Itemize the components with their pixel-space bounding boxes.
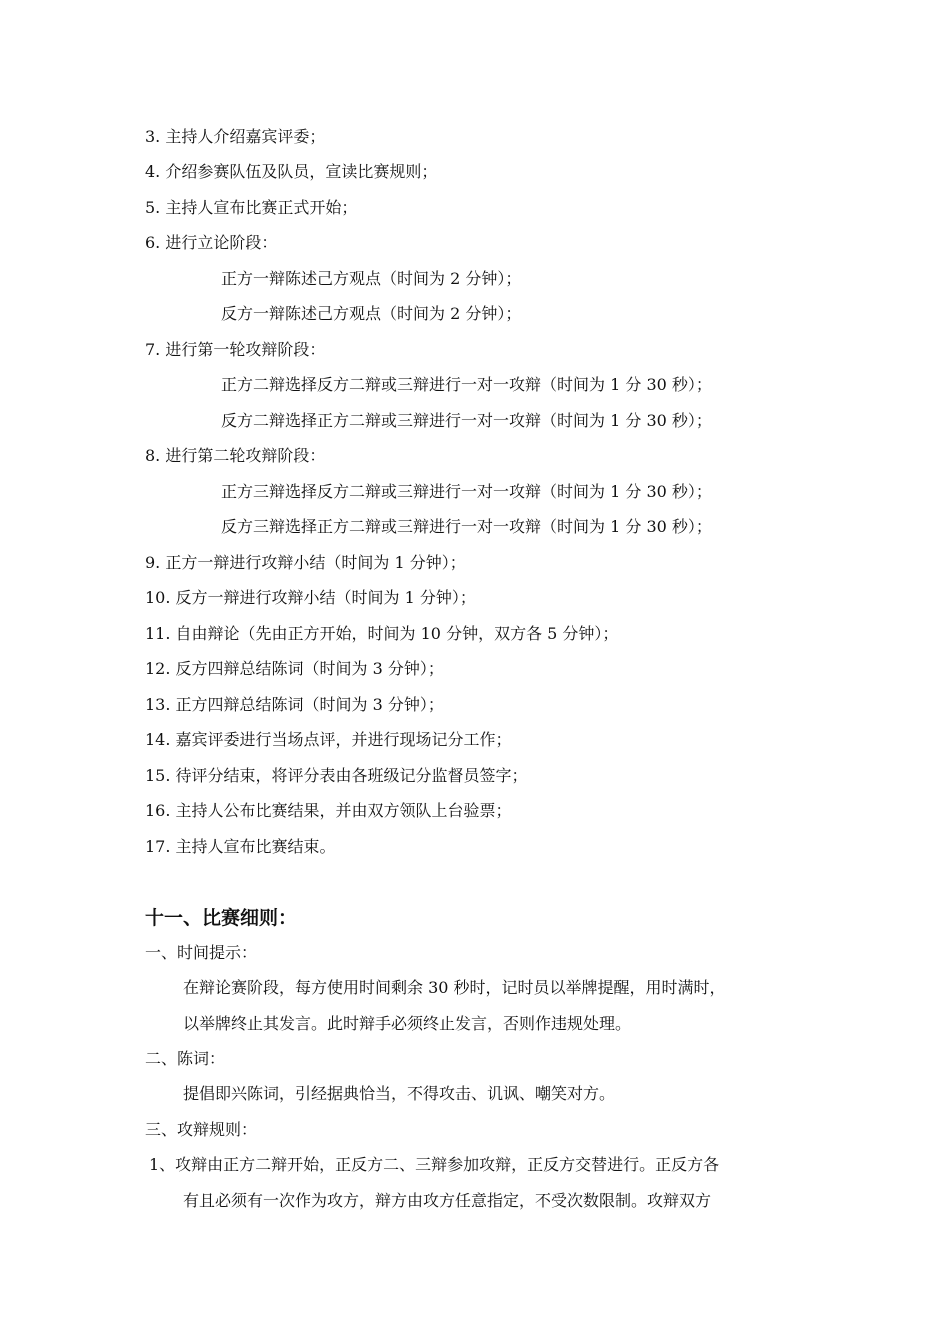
procedure-subitem: 反方二辩选择正方二辩或三辩进行一对一攻辩（时间为 1 分 30 秒）； — [221, 411, 712, 430]
rule-subheading: 三、攻辩规则： — [145, 1120, 258, 1139]
procedure-item: 6. 进行立论阶段： — [145, 233, 278, 252]
procedure-subitem: 正方三辩选择反方二辩或三辩进行一对一攻辩（时间为 1 分 30 秒）； — [221, 482, 712, 501]
procedure-subitem: 反方一辩陈述己方观点（时间为 2 分钟）； — [221, 304, 522, 323]
procedure-item: 7. 进行第一轮攻辩阶段： — [145, 340, 326, 359]
rule-subheading: 二、陈词： — [145, 1049, 226, 1068]
procedure-item: 3. 主持人介绍嘉宾评委； — [145, 127, 326, 146]
procedure-item: 8. 进行第二轮攻辩阶段： — [145, 446, 326, 465]
procedure-item: 11. 自由辩论（先由正方开始，时间为 10 分钟，双方各 5 分钟）； — [145, 624, 619, 643]
procedure-item: 10. 反方一辩进行攻辩小结（时间为 1 分钟）； — [145, 588, 476, 607]
procedure-item: 4. 介绍参赛队伍及队员，宣读比赛规则； — [145, 162, 438, 181]
procedure-subitem: 反方三辩选择正方二辩或三辩进行一对一攻辩（时间为 1 分 30 秒）； — [221, 517, 712, 536]
rule-paragraph-line: 有且必须有一次作为攻方，辩方由攻方任意指定，不受次数限制。攻辩双方 — [183, 1191, 712, 1210]
procedure-item: 15. 待评分结束，将评分表由各班级记分监督员签字； — [145, 766, 528, 785]
procedure-item: 17. 主持人宣布比赛结束。 — [145, 837, 336, 856]
rule-paragraph-line: 以举牌终止其发言。此时辩手必须终止发言，否则作违规处理。 — [183, 1014, 632, 1033]
procedure-item: 5. 主持人宣布比赛正式开始； — [145, 198, 358, 217]
rule-paragraph-line: 提倡即兴陈词，引经据典恰当，不得攻击、讥讽、嘲笑对方。 — [183, 1084, 616, 1103]
procedure-item: 14. 嘉宾评委进行当场点评，并进行现场记分工作； — [145, 730, 512, 749]
section-heading: 十一、比赛细则： — [145, 907, 298, 929]
procedure-subitem: 正方一辩陈述己方观点（时间为 2 分钟）； — [221, 269, 522, 288]
rule-subheading: 一、时间提示： — [145, 943, 258, 962]
rule-paragraph-line: 在辩论赛阶段，每方使用时间剩余 30 秒时，记时员以举牌提醒，用时满时， — [183, 978, 726, 997]
procedure-item: 9. 正方一辩进行攻辩小结（时间为 1 分钟）； — [145, 553, 466, 572]
rule-paragraph-line: 1、攻辩由正方二辩开始，正反方二、三辩参加攻辩，正反方交替进行。正反方各 — [149, 1155, 720, 1174]
procedure-item: 12. 反方四辩总结陈词（时间为 3 分钟）； — [145, 659, 444, 678]
procedure-subitem: 正方二辩选择反方二辩或三辩进行一对一攻辩（时间为 1 分 30 秒）； — [221, 375, 712, 394]
procedure-item: 16. 主持人公布比赛结果，并由双方领队上台验票； — [145, 801, 512, 820]
procedure-item: 13. 正方四辩总结陈词（时间为 3 分钟）； — [145, 695, 444, 714]
